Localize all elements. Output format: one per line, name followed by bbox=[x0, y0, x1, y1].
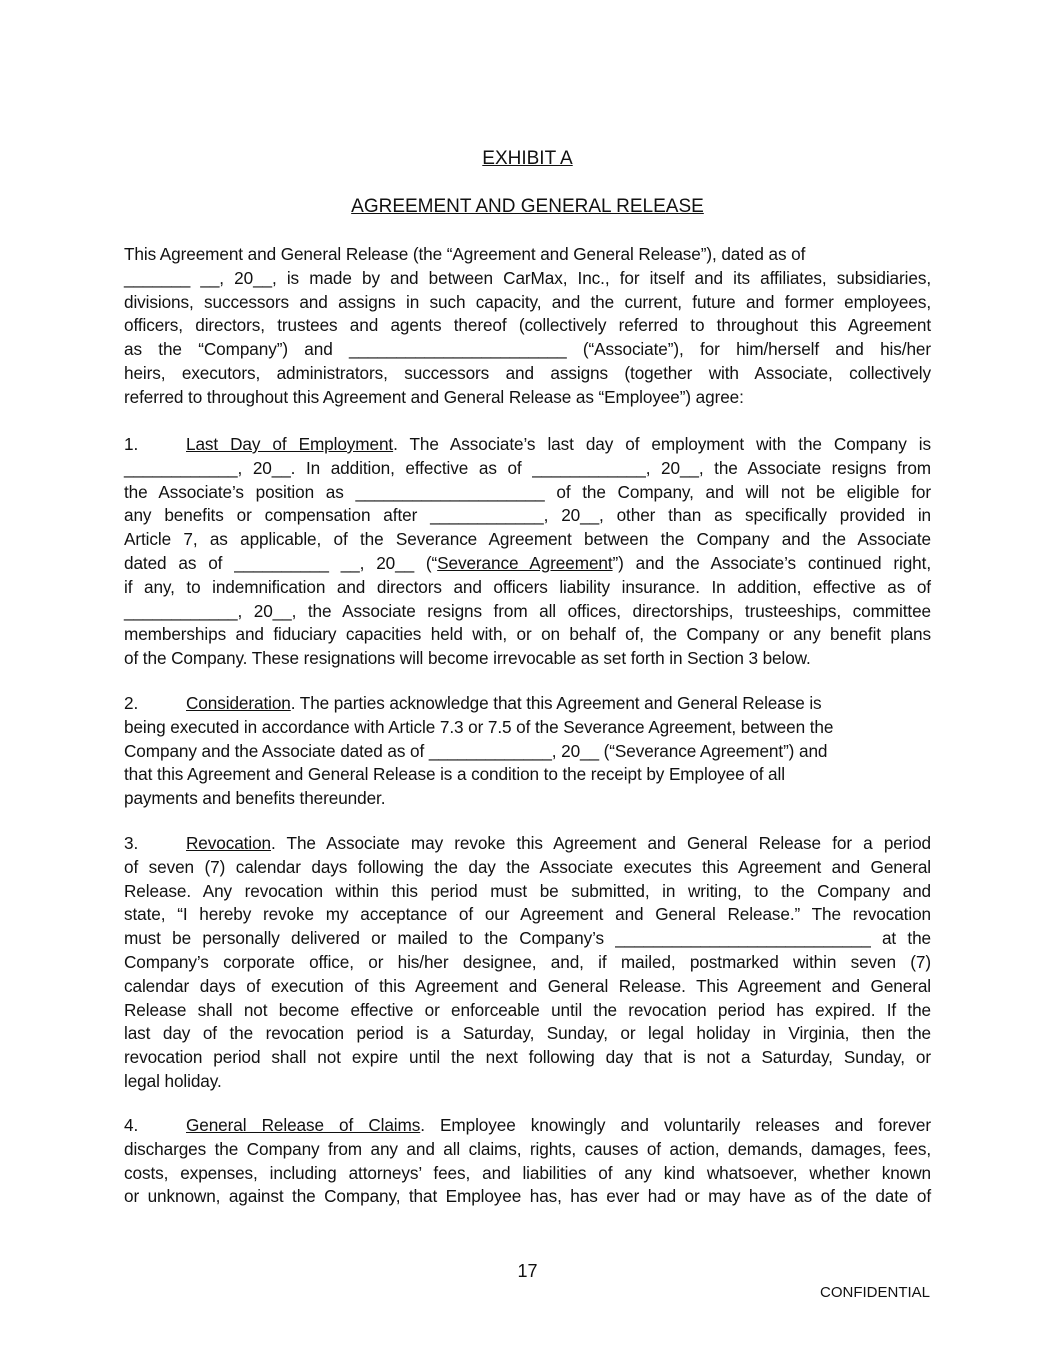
paragraph-line: costs, expenses, including attorneys’ fees, and liabilities of any kind whatsoever, whether known bbox=[124, 1162, 931, 1183]
paragraph-line: of seven (7) calendar days following the day the Associate executes this Agreement and General bbox=[124, 856, 931, 877]
paragraph-line bbox=[124, 433, 931, 457]
section-number: 3. bbox=[124, 833, 139, 853]
intro-paragraph bbox=[124, 243, 931, 410]
paragraph-line: must be personally delivered or mailed to the Company’s ___________________________ at the bbox=[124, 928, 931, 949]
paragraph-line: state, “I hereby revoke my acceptance of our Agreement and General Release.” The revocation bbox=[124, 904, 931, 925]
paragraph-line bbox=[124, 1114, 931, 1138]
paragraph-line: memberships and fiduciary capacities held with, or on behalf of, the Company or any benefit plans bbox=[124, 624, 931, 645]
paragraph-line: revocation period shall not expire until the next following day that is not a Saturday, Sunday, or bbox=[124, 1047, 931, 1068]
paragraph-line: as the “Company”) and _______________________ (“Associate”), for him/herself and his/her bbox=[124, 339, 931, 360]
severance-agreement-term: Severance Agreement bbox=[437, 552, 613, 573]
paragraph-line: that this Agreement and General Release is a condition to the receipt by Employee of all bbox=[124, 764, 785, 785]
paragraph-line: referred to throughout this Agreement and General Release as “Employee”) agree: bbox=[124, 386, 744, 407]
paragraph-text: . Employee knowingly and voluntarily releases and forever bbox=[420, 1115, 932, 1135]
paragraph-line: heirs, executors, administrators, successors and assigns (together with Associate, collectively bbox=[124, 362, 931, 383]
paragraph-line: Release. Any revocation within this period must be submitted, in writing, to the Company and bbox=[124, 880, 931, 901]
paragraph-line: legal holiday. bbox=[124, 1070, 222, 1091]
exhibit-title: EXHIBIT A bbox=[482, 148, 573, 169]
paragraph-line: This Agreement and General Release (the “Agreement and General Release”), dated as of bbox=[124, 244, 806, 264]
section-2-consideration bbox=[124, 692, 931, 811]
section-heading: General Release of Claims bbox=[186, 1115, 421, 1135]
paragraph-text: . The Associate may revoke this Agreement and General Release for a period bbox=[271, 833, 931, 853]
paragraph-line bbox=[124, 552, 931, 576]
paragraph-line bbox=[124, 832, 931, 856]
paragraph-line: ____________, 20__. In addition, effective as of ____________, 20__, the Associate resigns from bbox=[124, 457, 931, 478]
section-heading: Revocation bbox=[186, 833, 271, 853]
paragraph-line: calendar days of execution of this Agreement and General Release. This Agreement and General bbox=[124, 975, 931, 996]
agreement-title: AGREEMENT AND GENERAL RELEASE bbox=[351, 196, 704, 217]
paragraph-line: Company and the Associate dated as of _____________, 20__ (“Severance Agreement”) and bbox=[124, 740, 828, 761]
paragraph-line: divisions, successors and assigns in such capacity, and the current, future and former employees, bbox=[124, 291, 931, 312]
page-number: 17 bbox=[517, 1261, 538, 1281]
section-heading: Consideration bbox=[186, 693, 291, 713]
paragraph-line: discharges the Company from any and all claims, rights, causes of action, demands, damages, fees, bbox=[124, 1138, 931, 1159]
section-number: 4. bbox=[124, 1115, 139, 1135]
section-4-general-release-of-claims bbox=[124, 1114, 931, 1209]
paragraph-line: Article 7, as applicable, of the Severance Agreement between the Company and the Associate bbox=[124, 529, 931, 550]
confidential-label: CONFIDENTIAL bbox=[819, 1284, 930, 1301]
paragraph-line: if any, to indemnification and directors and officers liability insurance. In addition, effective as of bbox=[124, 576, 931, 597]
paragraph-line: or unknown, against the Company, that Employee has, has ever had or may have as of the date of bbox=[124, 1186, 931, 1207]
section-number: 1. bbox=[124, 434, 139, 454]
paragraph-line: of the Company. These resignations will become irrevocable as set forth in Section 3 below. bbox=[124, 648, 811, 669]
paragraph-text: . The Associate’s last day of employment with the Company is bbox=[393, 434, 931, 454]
paragraph-line: Company’s corporate office, or his/her designee, and, if mailed, postmarked within seven (7) bbox=[124, 951, 931, 972]
paragraph-text: . The parties acknowledge that this Agreement and General Release is bbox=[290, 693, 822, 713]
paragraph-line: payments and benefits thereunder. bbox=[124, 788, 386, 809]
paragraph-line: any benefits or compensation after ____________, 20__, other than as specifically provided in bbox=[124, 505, 931, 526]
paragraph-line: the Associate’s position as ____________________ of the Company, and will not be eligible for bbox=[124, 481, 931, 502]
paragraph-text: ”) and the Associate’s continued right, bbox=[612, 552, 931, 573]
paragraph-line: officers, directors, trustees and agents thereof (collectively referred to throughout this Agreement bbox=[124, 315, 931, 336]
section-3-revocation bbox=[124, 832, 931, 1094]
paragraph-text: dated as of __________ __, 20__ (“ bbox=[124, 552, 438, 573]
section-heading: Last Day of Employment bbox=[186, 434, 394, 454]
paragraph-line: ____________, 20__, the Associate resigns from all offices, directorships, trusteeships, committee bbox=[124, 600, 931, 621]
paragraph-line: _______ __, 20__, is made by and between CarMax, Inc., for itself and its affiliates, subsidiaries, bbox=[124, 267, 931, 288]
section-1-last-day-of-employment bbox=[124, 433, 931, 671]
paragraph-line: being executed in accordance with Article 7.3 or 7.5 of the Severance Agreement, between the bbox=[124, 716, 834, 737]
section-number: 2. bbox=[124, 693, 139, 713]
paragraph-line bbox=[124, 692, 931, 716]
paragraph-line: last day of the revocation period is a Saturday, Sunday, or legal holiday in Virginia, then the bbox=[124, 1023, 931, 1044]
paragraph-line: Release shall not become effective or enforceable until the revocation period has expired. If the bbox=[124, 999, 931, 1020]
